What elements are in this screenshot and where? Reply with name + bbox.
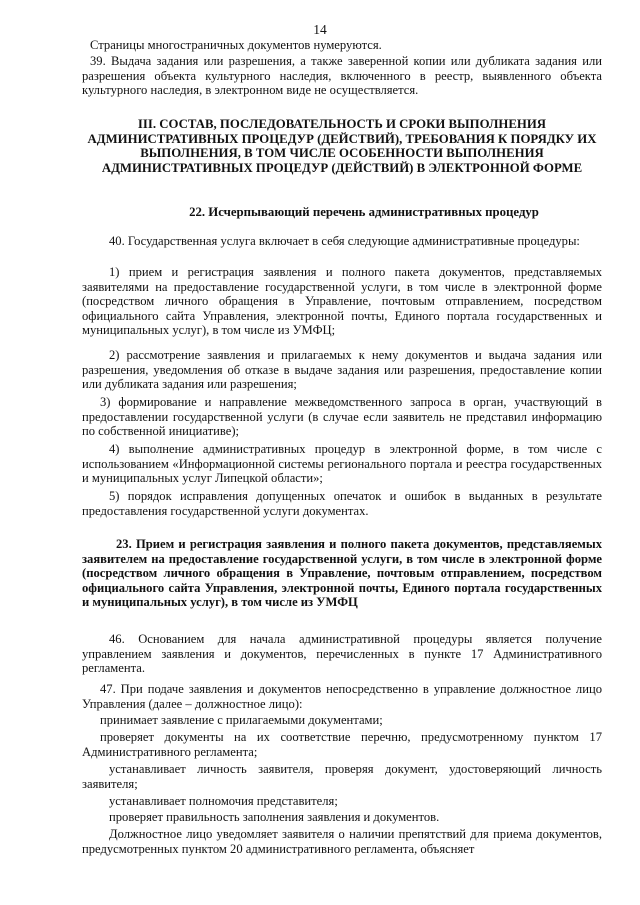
paragraph-47-item-4: устанавливает полномочия представителя; xyxy=(109,794,338,808)
paragraph-47-item-2: проверяет документы на их соответствие перечню, предусмотренному пунктом 17 Административного регламента; xyxy=(82,730,602,759)
intro-line-1: Страницы многостраничных документов нумеруются. xyxy=(90,38,382,52)
section-3-heading: III. СОСТАВ, ПОСЛЕДОВАТЕЛЬНОСТЬ И СРОКИ ВЫПОЛНЕНИЯ АДМИНИСТРАТИВНЫХ ПРОЦЕДУР (ДЕЙСТВИЙ), ТРЕБОВАНИЯ К ПОРЯДКУ ИХ ВЫПОЛНЕНИЯ, В ТОМ ЧИСЛЕ ОСОБЕННОСТИ ВЫПОЛНЕНИЯ АДМИНИСТРАТИВНЫХ ПРОЦЕДУР (ДЕЙСТВИЙ) В ЭЛЕКТРОННОЙ ФОРМЕ xyxy=(87,117,597,175)
subsection-22-heading: 22. Исчерпывающий перечень административных процедур xyxy=(189,205,539,219)
paragraph-40-item-4: 4) выполнение административных процедур в электронной форме, в том числе с использованием «Информационной системы регионального портала и реестра государственных и муниципальных услуг Липецкой области»; xyxy=(82,442,602,486)
paragraph-40-item-1: 1) прием и регистрация заявления и полного пакета документов, представляемых заявителями на предоставление государственной услуги, в том числе в электронной форме (посредством личного обращения в Управление, почтовым отправлением, посредством официального сайта Управления, электронной почты, Единого портала государственных и муниципальных услуг), в том числе из УМФЦ; xyxy=(82,265,602,338)
paragraph-46: 46. Основанием для начала административной процедуры является получение управлением заявления и документов, перечисленных в пункте 17 Административного регламента. xyxy=(82,632,602,676)
paragraph-47-item-5: проверяет правильность заполнения заявления и документов. xyxy=(109,810,440,824)
paragraph-last: Должностное лицо уведомляет заявителя о наличии препятствий для приема документов, предусмотренных пунктом 20 административного регламента, объясняет xyxy=(82,827,602,856)
paragraph-40-lead: 40. Государственная услуга включает в себя следующие административные процедуры: xyxy=(109,234,580,248)
paragraph-47-item-1: принимает заявление с прилагаемыми документами; xyxy=(100,713,383,727)
subsection-23-heading: 23. Прием и регистрация заявления и полного пакета документов, представляемых заявителем на предоставление государственной услуги, в том числе в электронной форме (посредством личного обращения в Управление, почтовым отправлением, посредством официального сайта Управления, электронной почты, Единого портала государственных и муниципальных услуг), в том числе из УМФЦ xyxy=(82,537,602,610)
paragraph-40-item-3: 3) формирование и направление межведомственного запроса в орган, участвующий в предоставлении государственной услуги (в случае если заявитель не представил информацию по собственной инициативе); xyxy=(82,395,602,439)
page-number: 14 xyxy=(313,22,327,37)
paragraph-47-item-3: устанавливает личность заявителя, проверяя документ, удостоверяющий личность заявителя; xyxy=(82,762,602,791)
paragraph-47-lead: 47. При подаче заявления и документов непосредственно в управление должностное лицо Управления (далее – должностное лицо): xyxy=(82,682,602,711)
paragraph-40-item-2: 2) рассмотрение заявления и прилагаемых к нему документов и выдача задания или разрешения, уведомления об отказе в выдаче задания или разрешения, предоставление копии или дубликата задания или разрешения; xyxy=(82,348,602,392)
paragraph-39: 39. Выдача задания или разрешения, а также заверенной копии или дубликата задания или разрешения объекта культурного наследия, включенного в реестр, выявленного объекта культурного наследия, в электронном виде не осуществляется. xyxy=(82,54,602,98)
paragraph-40-item-5: 5) порядок исправления допущенных опечаток и ошибок в выданных в результате предоставления государственной услуги документах. xyxy=(82,489,602,518)
